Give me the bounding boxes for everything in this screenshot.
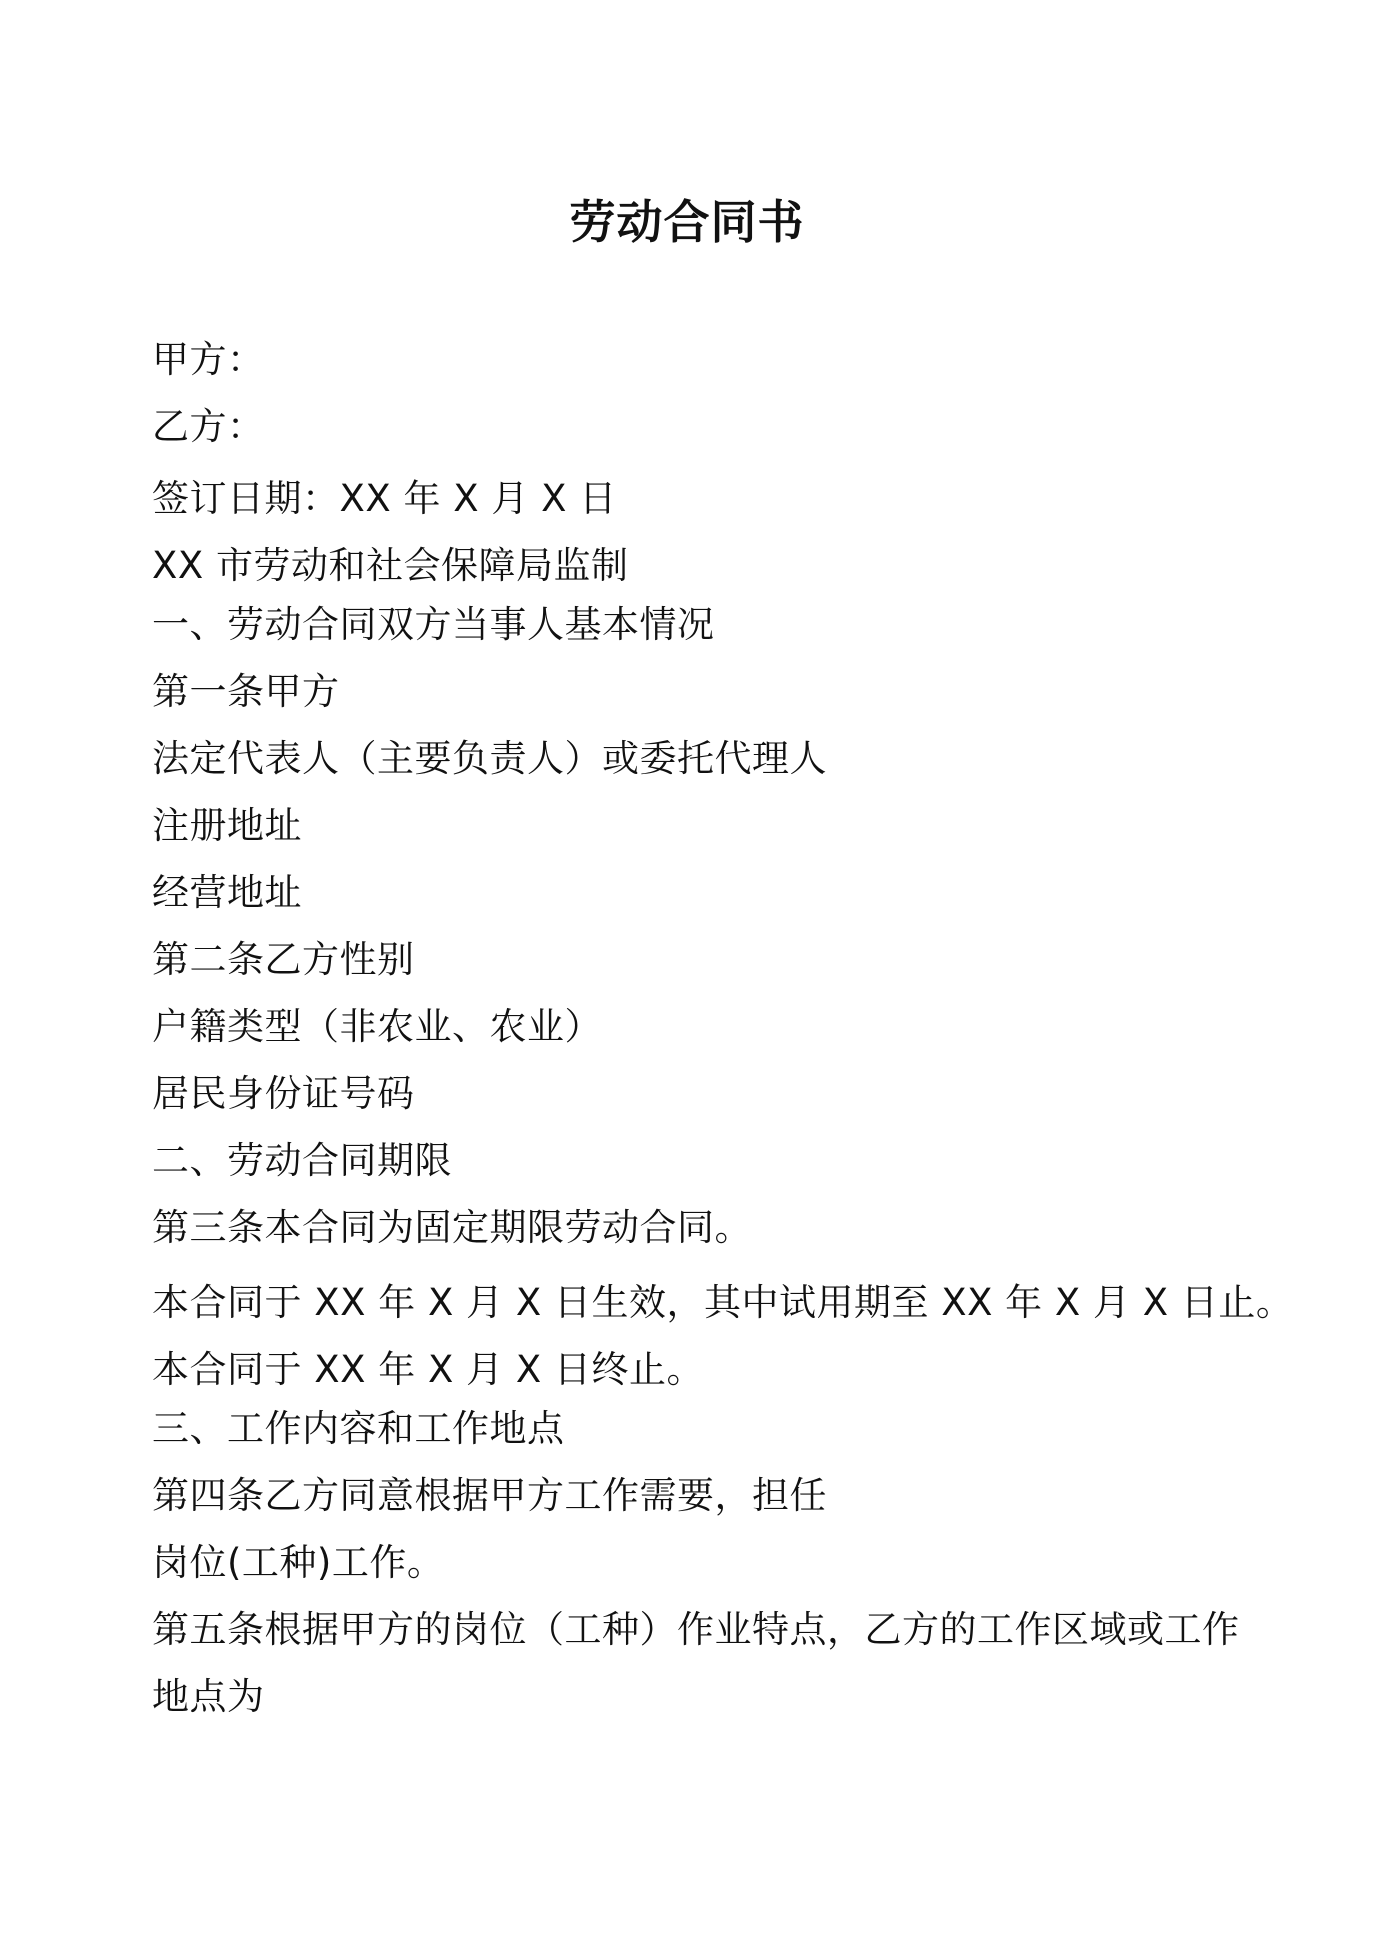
- section-one-heading: 一、劳动合同双方当事人基本情况: [152, 603, 715, 646]
- id-number-line: 居民身份证号码: [152, 1072, 415, 1115]
- position-line: 岗位(工种)工作。: [152, 1541, 445, 1584]
- legal-representative-line: 法定代表人（主要负责人）或委托代理人: [152, 737, 827, 780]
- article-three-line: 第三条本合同为固定期限劳动合同。: [152, 1206, 752, 1249]
- signing-date-line: 签订日期：XX 年 X 月 X 日: [152, 477, 617, 520]
- business-address-line: 经营地址: [152, 871, 302, 914]
- party-a-line: 甲方：: [152, 338, 265, 381]
- party-b-line: 乙方：: [152, 405, 265, 448]
- section-three-heading: 三、工作内容和工作地点: [152, 1407, 565, 1450]
- section-two-heading: 二、劳动合同期限: [152, 1139, 452, 1182]
- article-four-line: 第四条乙方同意根据甲方工作需要，担任: [152, 1474, 827, 1517]
- household-type-line: 户籍类型（非农业、农业）: [152, 1005, 602, 1048]
- article-two-line: 第二条乙方性别: [152, 938, 415, 981]
- work-location-line: 地点为: [152, 1675, 265, 1718]
- supervisor-line: XX 市劳动和社会保障局监制: [152, 544, 629, 587]
- article-one-line: 第一条甲方: [152, 670, 340, 713]
- article-five-line: 第五条根据甲方的岗位（工种）作业特点，乙方的工作区域或工作: [152, 1608, 1240, 1651]
- document-title: 劳动合同书: [569, 195, 805, 249]
- registered-address-line: 注册地址: [152, 804, 302, 847]
- effective-date-line: 本合同于 XX 年 X 月 X 日生效，其中试用期至 XX 年 X 月 X 日止。: [152, 1281, 1294, 1324]
- termination-date-line: 本合同于 XX 年 X 月 X 日终止。: [152, 1348, 704, 1391]
